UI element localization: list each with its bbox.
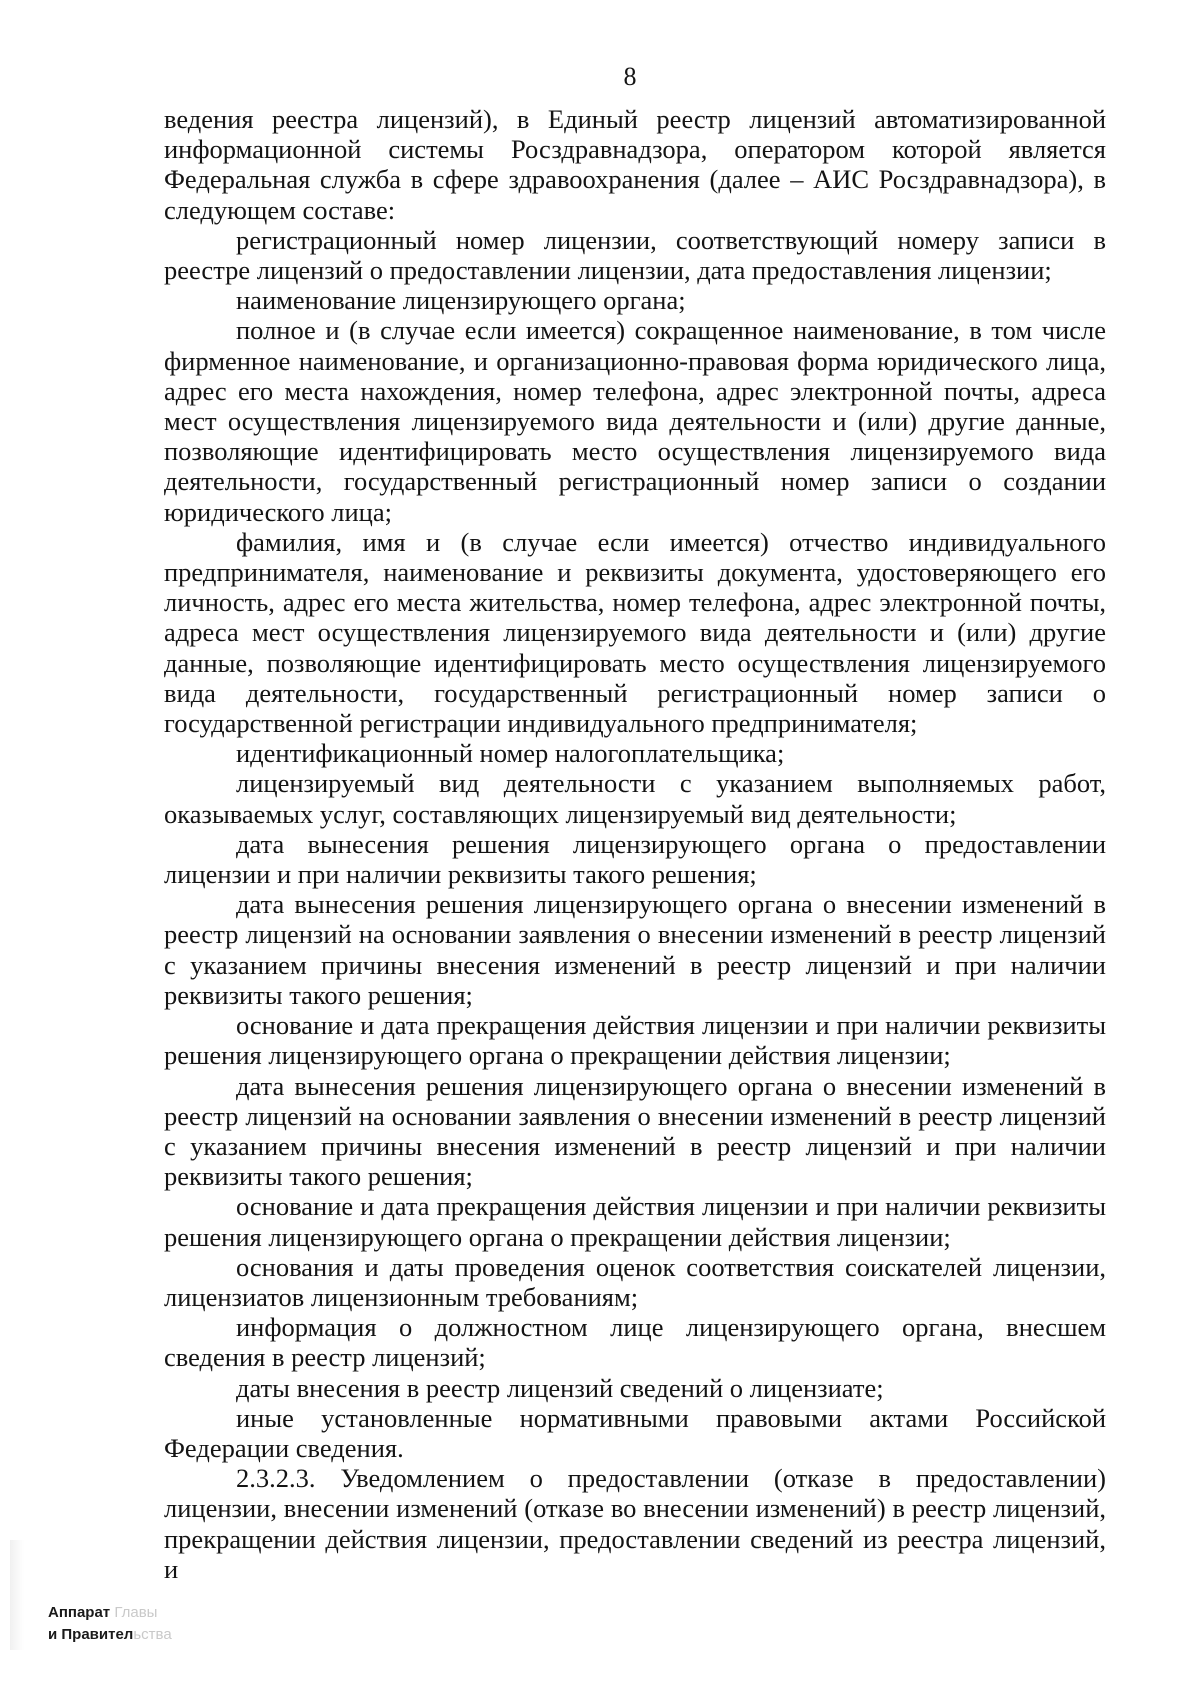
paragraph-amendment-decision-date-repeat: дата вынесения решения лицензирующего органа о внесении изменений в реестр лицензий на основании заявления о внесении изменений в реестр лицензий с указанием причины внесения изменений в реестр лицензий и при наличии реквизиты такого решения; xyxy=(164,1070,1106,1192)
paragraph-compliance-assessment: основания и даты проведения оценок соответствия соискателей лицензии, лицензиатов лицензионным требованиям; xyxy=(164,1251,1106,1312)
stamp-line-2-text: и Правител xyxy=(48,1626,134,1643)
stamp-line-1 xyxy=(48,1602,172,1624)
paragraph-section-2-3-2-3: 2.3.2.3. Уведомлением о предоставлении (отказе в предоставлении) лицензии, внесении изменений (отказе во внесении изменений) в реестр лицензий, прекращении действия лицензии, предоставлении сведений из реестра лицензий, и xyxy=(164,1463,1106,1584)
paragraph-entry-dates: даты внесения в реестр лицензий сведений о лицензиате; xyxy=(236,1372,884,1403)
paragraph-legal-entity-name: полное и (в случае если имеется) сокращенное наименование, в том числе фирменное наименование, и организационно-правовая форма юридического лица, адрес его места нахождения, номер телефона, адрес электронной почты, адреса мест осуществления лицензируемого вида деятельности и (или) другие данные, позволяющие идентифицировать место осуществления лицензируемого вида деятельности, государственный регистрационный номер записи о создании юридического лица; xyxy=(164,315,1106,527)
stamp-line-2 xyxy=(48,1624,172,1646)
paragraph-official-info: информация о должностном лице лицензирующего органа, внесшем сведения в реестр лицензий; xyxy=(164,1312,1106,1373)
paragraph-amendment-decision-date: дата вынесения решения лицензирующего органа о внесении изменений в реестр лицензий на основании заявления о внесении изменений в реестр лицензий с указанием причины внесения изменений в реестр лицензий и при наличии реквизиты такого решения; xyxy=(164,889,1106,1010)
paragraph-grant-decision-date: дата вынесения решения лицензирующего органа о предоставлении лицензии и при наличии реквизиты такого решения; xyxy=(164,828,1106,890)
page-number: 8 xyxy=(623,62,637,91)
office-stamp xyxy=(48,1602,172,1646)
paragraph-individual-entrepreneur: фамилия, имя и (в случае если имеется) отчество индивидуального предпринимателя, наименование и реквизиты документа, удостоверяющего его личность, адрес его места жительства, номер телефона, адрес электронной почты, адреса мест осуществления лицензируемого вида деятельности и (или) другие данные, позволяющие идентифицировать место осуществления лицензируемого вида деятельности, государственный регистрационный номер записи о государственной регистрации индивидуального предпринимателя; xyxy=(164,526,1106,739)
paragraph-tax-id: идентификационный номер налогоплательщика; xyxy=(236,738,785,769)
document-body xyxy=(164,104,1106,1584)
paragraph-registration-number: регистрационный номер лицензии, соответствующий номеру записи в реестре лицензий о предоставлении лицензии, дата предоставления лицензии; xyxy=(164,224,1106,286)
stamp-line-1-faded-text: Главы xyxy=(114,1604,158,1621)
paragraph-termination-grounds-repeat: основание и дата прекращения действия лицензии и при наличии реквизиты решения лицензирующего органа о прекращении действия лицензии; xyxy=(164,1191,1106,1252)
paragraph-licensed-activity: лицензируемый вид деятельности с указанием выполняемых работ, оказываемых услуг, составляющих лицензируемый вид деятельности; xyxy=(164,768,1106,829)
paragraph-continuation: ведения реестра лицензий), в Единый реестр лицензий автоматизированной информационной системы Росздравнадзора, оператором которой является Федеральная служба в сфере здравоохранения (далее – АИС Росздравнадзора), в следующем составе: xyxy=(164,104,1106,225)
stamp-line-1-text: Аппарат xyxy=(48,1604,115,1621)
paragraph-licensing-authority: наименование лицензирующего органа; xyxy=(236,285,686,316)
stamp-line-2-faded-text: ьства xyxy=(133,1626,172,1643)
scan-edge-shadow xyxy=(10,1540,24,1650)
paragraph-other-info: иные установленные нормативными правовыми актами Российской Федерации сведения. xyxy=(164,1402,1106,1463)
paragraph-termination-grounds: основание и дата прекращения действия лицензии и при наличии реквизиты решения лицензирующего органа о прекращении действия лицензии; xyxy=(164,1010,1106,1071)
